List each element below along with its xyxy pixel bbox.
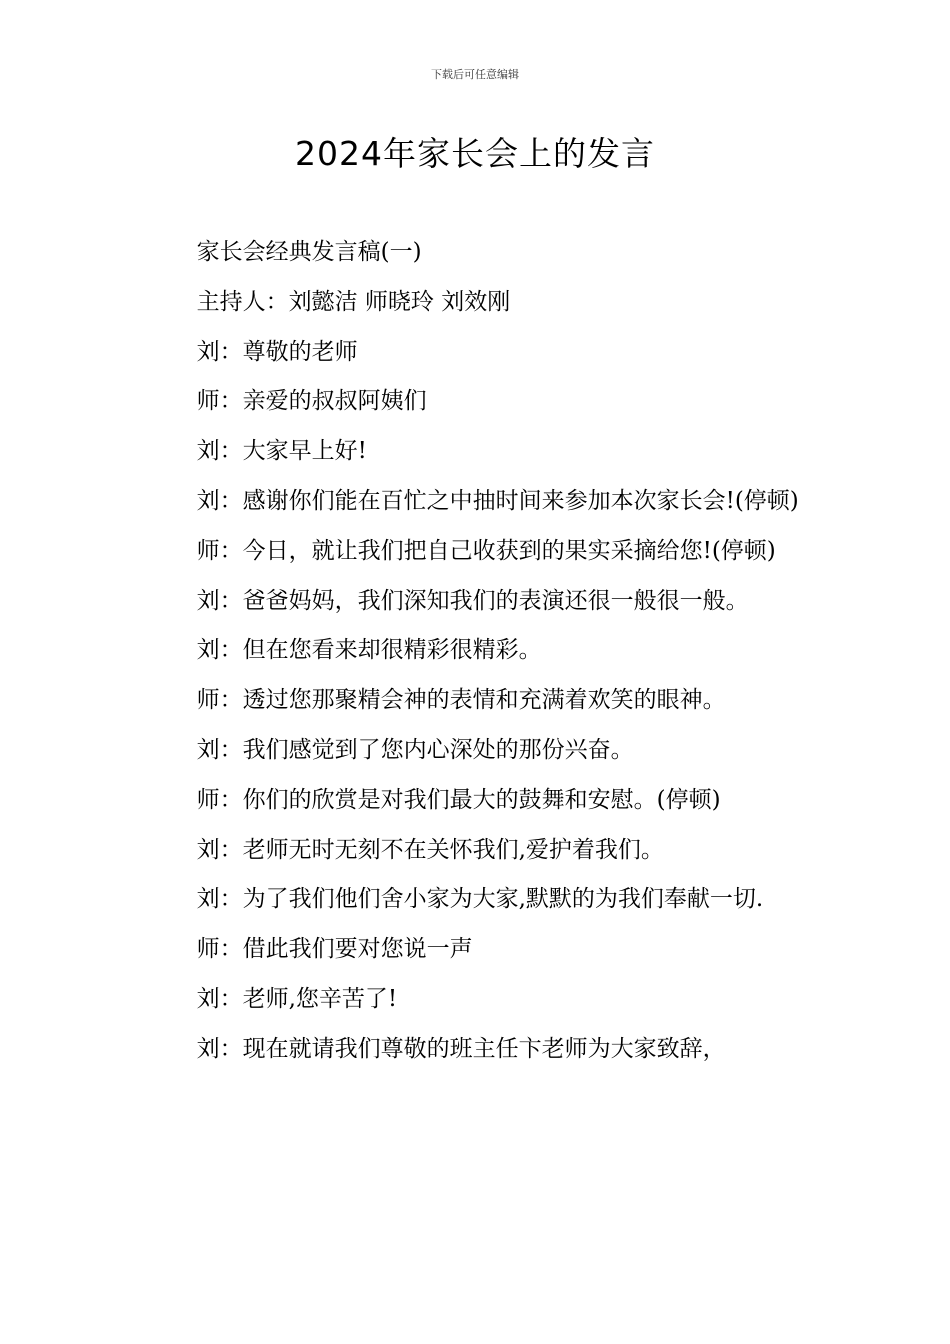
paragraph: 刘：为了我们他们舍小家为大家,默默的为我们奉献一切. — [196, 886, 764, 913]
paragraph: 刘：尊敬的老师 — [196, 338, 358, 365]
paragraph: 刘：老师无时无刻不在关怀我们,爱护着我们。 — [196, 836, 664, 863]
paragraph: 刘：爸爸妈妈，我们深知我们的表演还很一般很一般。 — [196, 587, 749, 614]
header-note: 下载后可任意编辑 — [431, 68, 519, 81]
paragraph: 师：你们的欣赏是对我们最大的鼓舞和安慰。(停顿) — [196, 786, 721, 813]
document-title: 2024年家长会上的发言 — [295, 134, 655, 173]
paragraph: 师：透过您那聚精会神的表情和充满着欢笑的眼神。 — [196, 687, 726, 714]
paragraph: 师：借此我们要对您说一声 — [196, 936, 473, 963]
paragraph: 主持人：刘懿洁 师晓玲 刘效刚 — [196, 288, 511, 315]
document-body — [146, 228, 811, 1075]
paragraph: 师：今日，就让我们把自己收获到的果实采摘给您!(停顿) — [196, 537, 776, 564]
paragraph: 刘：我们感觉到了您内心深处的那份兴奋。 — [196, 736, 634, 763]
paragraph: 刘：现在就请我们尊敬的班主任卞老师为大家致辞， — [196, 1035, 726, 1062]
paragraph: 刘：大家早上好! — [196, 438, 367, 465]
paragraph: 家长会经典发言稿(一) — [196, 239, 422, 265]
paragraph: 师：亲爱的叔叔阿姨们 — [196, 388, 427, 415]
paragraph: 刘：但在您看来却很精彩很精彩。 — [196, 637, 542, 664]
paragraph: 刘：感谢你们能在百忙之中抽时间来参加本次家长会!(停顿) — [196, 487, 799, 514]
paragraph: 刘：老师,您辛苦了! — [196, 985, 398, 1012]
